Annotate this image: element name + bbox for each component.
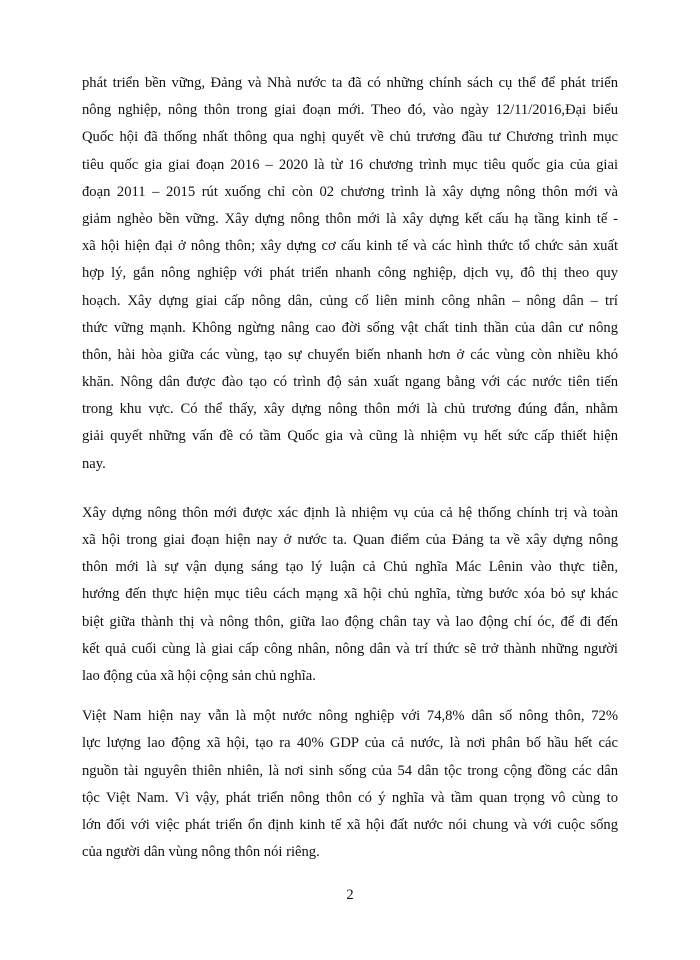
- text-line: kết quả cuối cùng là giai cấp công nhân, nông dân và trí thức sẽ trở thành những người: [82, 640, 618, 657]
- text-line: trong khu vực. Có thể thấy, xây dựng nông thôn mới là chủ trương đúng đắn, nhằm: [82, 401, 618, 418]
- text-line: xã hội trong giai đoạn hiện nay ở nước ta. Quan điểm của Đảng ta về xây dựng nông: [82, 532, 618, 548]
- text-line: hoạch. Xây dựng giai cấp nông dân, củng cố liên minh công nhân – nông dân – trí: [82, 292, 618, 309]
- text-line: lao động của xã hội cộng sản chủ nghĩa.: [82, 667, 316, 684]
- text-line: nông nghiệp, nông thôn trong giai đoạn mới. Theo đó, vào ngày 12/11/2016,Đại biểu: [82, 102, 618, 119]
- text-line: nay.: [82, 455, 106, 472]
- page-number: 2: [346, 887, 354, 903]
- text-line: khăn. Nông dân được đào tạo có trình độ sản xuất ngang bằng với các nước tiên tiến: [82, 374, 618, 391]
- text-line: xã hội hiện đại ở nông thôn; xây dựng cơ cấu kinh tế và các hình thức tổ chức sản xuất: [82, 238, 618, 255]
- text-line: hợp lý, gắn nông nghiệp với phát triển nhanh công nghiệp, dịch vụ, đô thị theo quy: [82, 265, 618, 282]
- text-line: Quốc hội đã thống nhất thông qua nghị quyết về chủ trương đầu tư Chương trình mục: [82, 129, 618, 146]
- text-line: hướng đến thực hiện mục tiêu cách mạng xã hội chủ nghĩa, từng bước xóa bỏ sự khác: [82, 586, 618, 603]
- text-line: giải quyết những vấn đề có tầm Quốc gia và cũng là nhiệm vụ hết sức cấp thiết hiện: [82, 428, 618, 445]
- text-line: giảm nghèo bền vững. Xây dựng nông thôn mới là xây dựng kết cấu hạ tầng kinh tế -: [82, 210, 618, 227]
- text-line: thức vững mạnh. Không ngừng nâng cao đời sống vật chất tinh thần của dân cư nông: [82, 319, 618, 336]
- text-line: Việt Nam hiện nay vẫn là một nước nông nghiệp với 74,8% dân số nông thôn, 72%: [82, 708, 618, 725]
- text-line: tộc Việt Nam. Vì vậy, phát triển nông thôn có ý nghĩa và tầm quan trọng vô cùng to: [82, 789, 618, 806]
- text-line: lực lượng lao động xã hội, tạo ra 40% GDP của cả nước, là nơi phân bố hầu hết các: [82, 735, 618, 752]
- text-line: thôn mới là sự vận dụng sáng tạo lý luận cả Chủ nghĩa Mác Lênin vào thực tiễn,: [82, 559, 618, 576]
- text-line: của người dân vùng nông thôn nói riêng.: [82, 844, 320, 861]
- text-line: biệt giữa thành thị và nông thôn, giữa lao động chân tay và lao động chí óc, để đi đến: [82, 613, 618, 630]
- paragraph-1: [82, 70, 618, 478]
- text-line: phát triển bền vững, Đảng và Nhà nước ta đã có những chính sách cụ thể để phát triển: [82, 75, 618, 91]
- text-line: tiêu quốc gia giai đoạn 2016 – 2020 là từ 16 chương trình mục tiêu quốc gia của giai: [82, 156, 618, 173]
- document-body: [82, 70, 618, 866]
- text-line: đoạn 2011 – 2015 rút xuống chỉ còn 02 chương trình là xây dựng nông thôn mới và: [82, 183, 618, 200]
- paragraph-3: [82, 703, 618, 866]
- paragraph-2: [82, 500, 618, 690]
- text-line: thôn, hài hòa giữa các vùng, tạo sự chuyển biến nhanh hơn ở các vùng còn nhiều khó: [82, 346, 618, 363]
- text-line: lớn đối với việc phát triển ổn định kinh tế xã hội đất nước nói chung và với cuộc sống: [82, 816, 618, 833]
- text-line: nguồn tài nguyên thiên nhiên, là nơi sinh sống của 54 dân tộc trong cộng đồng các dân: [82, 762, 618, 779]
- text-line: Xây dựng nông thôn mới được xác định là nhiệm vụ của cả hệ thống chính trị và toàn: [82, 504, 618, 521]
